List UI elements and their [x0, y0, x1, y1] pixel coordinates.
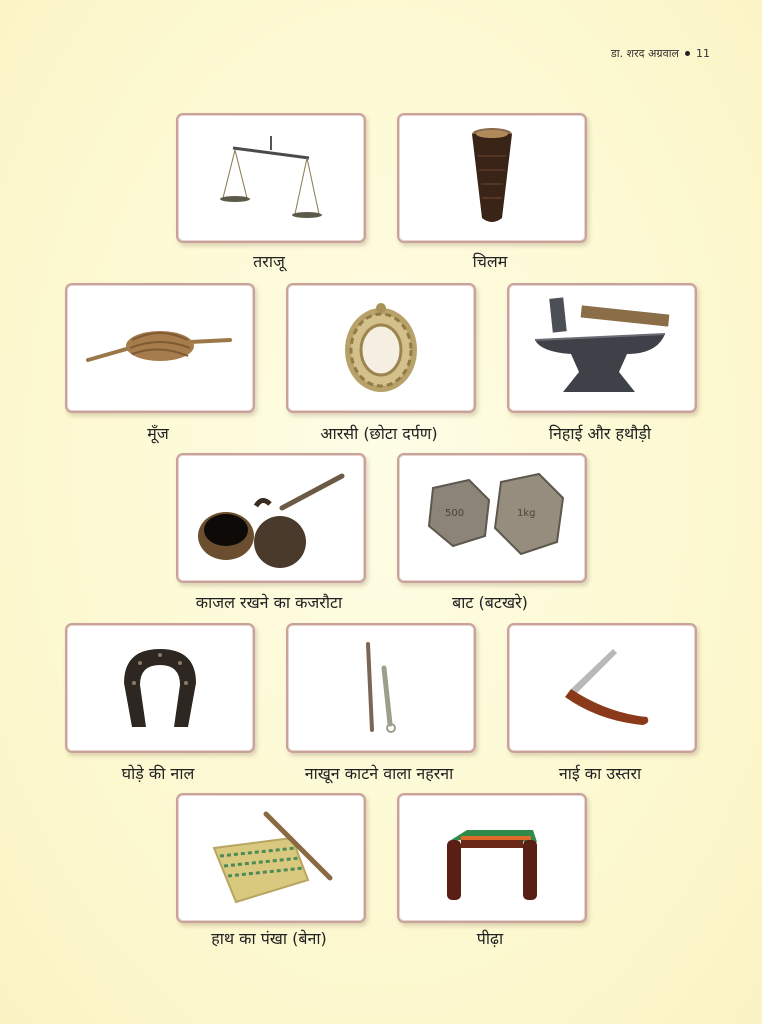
caption-munj: मूँज — [147, 424, 169, 443]
image-card-balance-scale — [176, 113, 366, 243]
image-card-stool — [397, 793, 587, 923]
image-card-hand-fan — [176, 793, 366, 923]
image-card-kajal — [176, 453, 366, 583]
stool-icon — [437, 810, 547, 906]
straight-razor-icon — [547, 643, 657, 733]
image-card-razor — [507, 623, 697, 753]
horseshoe-icon — [120, 643, 200, 733]
balance-scale-icon — [211, 128, 331, 228]
author-name: डा. शरद अग्रवाल — [610, 47, 679, 60]
caption-hand-fan: हाथ का पंखा (बेना) — [211, 929, 327, 948]
caption-anvil: निहाई और हथौड़ी — [548, 424, 652, 443]
caption-razor: नाई का उस्तरा — [558, 764, 642, 783]
caption-mirror: आरसी (छोटा दर्पण) — [320, 424, 438, 443]
page-header — [611, 46, 710, 61]
caption-horseshoe: घोड़े की नाल — [121, 764, 195, 783]
image-card-weights — [397, 453, 587, 583]
svg-text:500: 500 — [445, 508, 465, 519]
image-card-nail-cutter — [286, 623, 476, 753]
hand-fan-icon — [206, 808, 336, 908]
munj-rope-icon — [80, 318, 240, 378]
kajal-container-icon — [196, 468, 346, 568]
anvil-hammer-icon — [527, 296, 677, 400]
image-card-mirror — [286, 283, 476, 413]
weights-icon — [417, 470, 567, 566]
caption-stool: पीढ़ा — [476, 929, 504, 948]
caption-kajal: काजल रखने का कजरौटा — [195, 593, 343, 612]
bullet-dot — [685, 51, 690, 56]
image-card-chillum — [397, 113, 587, 243]
caption-weights: बाट (बटखरे) — [452, 593, 528, 612]
caption-nail-cutter: नाखून काटने वाला नहरना — [304, 764, 454, 783]
nail-cutter-icon — [356, 638, 406, 738]
caption-balance-scale: तराजू — [253, 252, 285, 271]
image-card-munj — [65, 283, 255, 413]
svg-text:1kg: 1kg — [517, 508, 536, 519]
image-card-anvil — [507, 283, 697, 413]
image-card-horseshoe — [65, 623, 255, 753]
caption-chillum: चिलम — [472, 252, 508, 271]
page-number: 11 — [696, 47, 710, 60]
small-mirror-icon — [336, 298, 426, 398]
chillum-pipe-icon — [462, 126, 522, 230]
